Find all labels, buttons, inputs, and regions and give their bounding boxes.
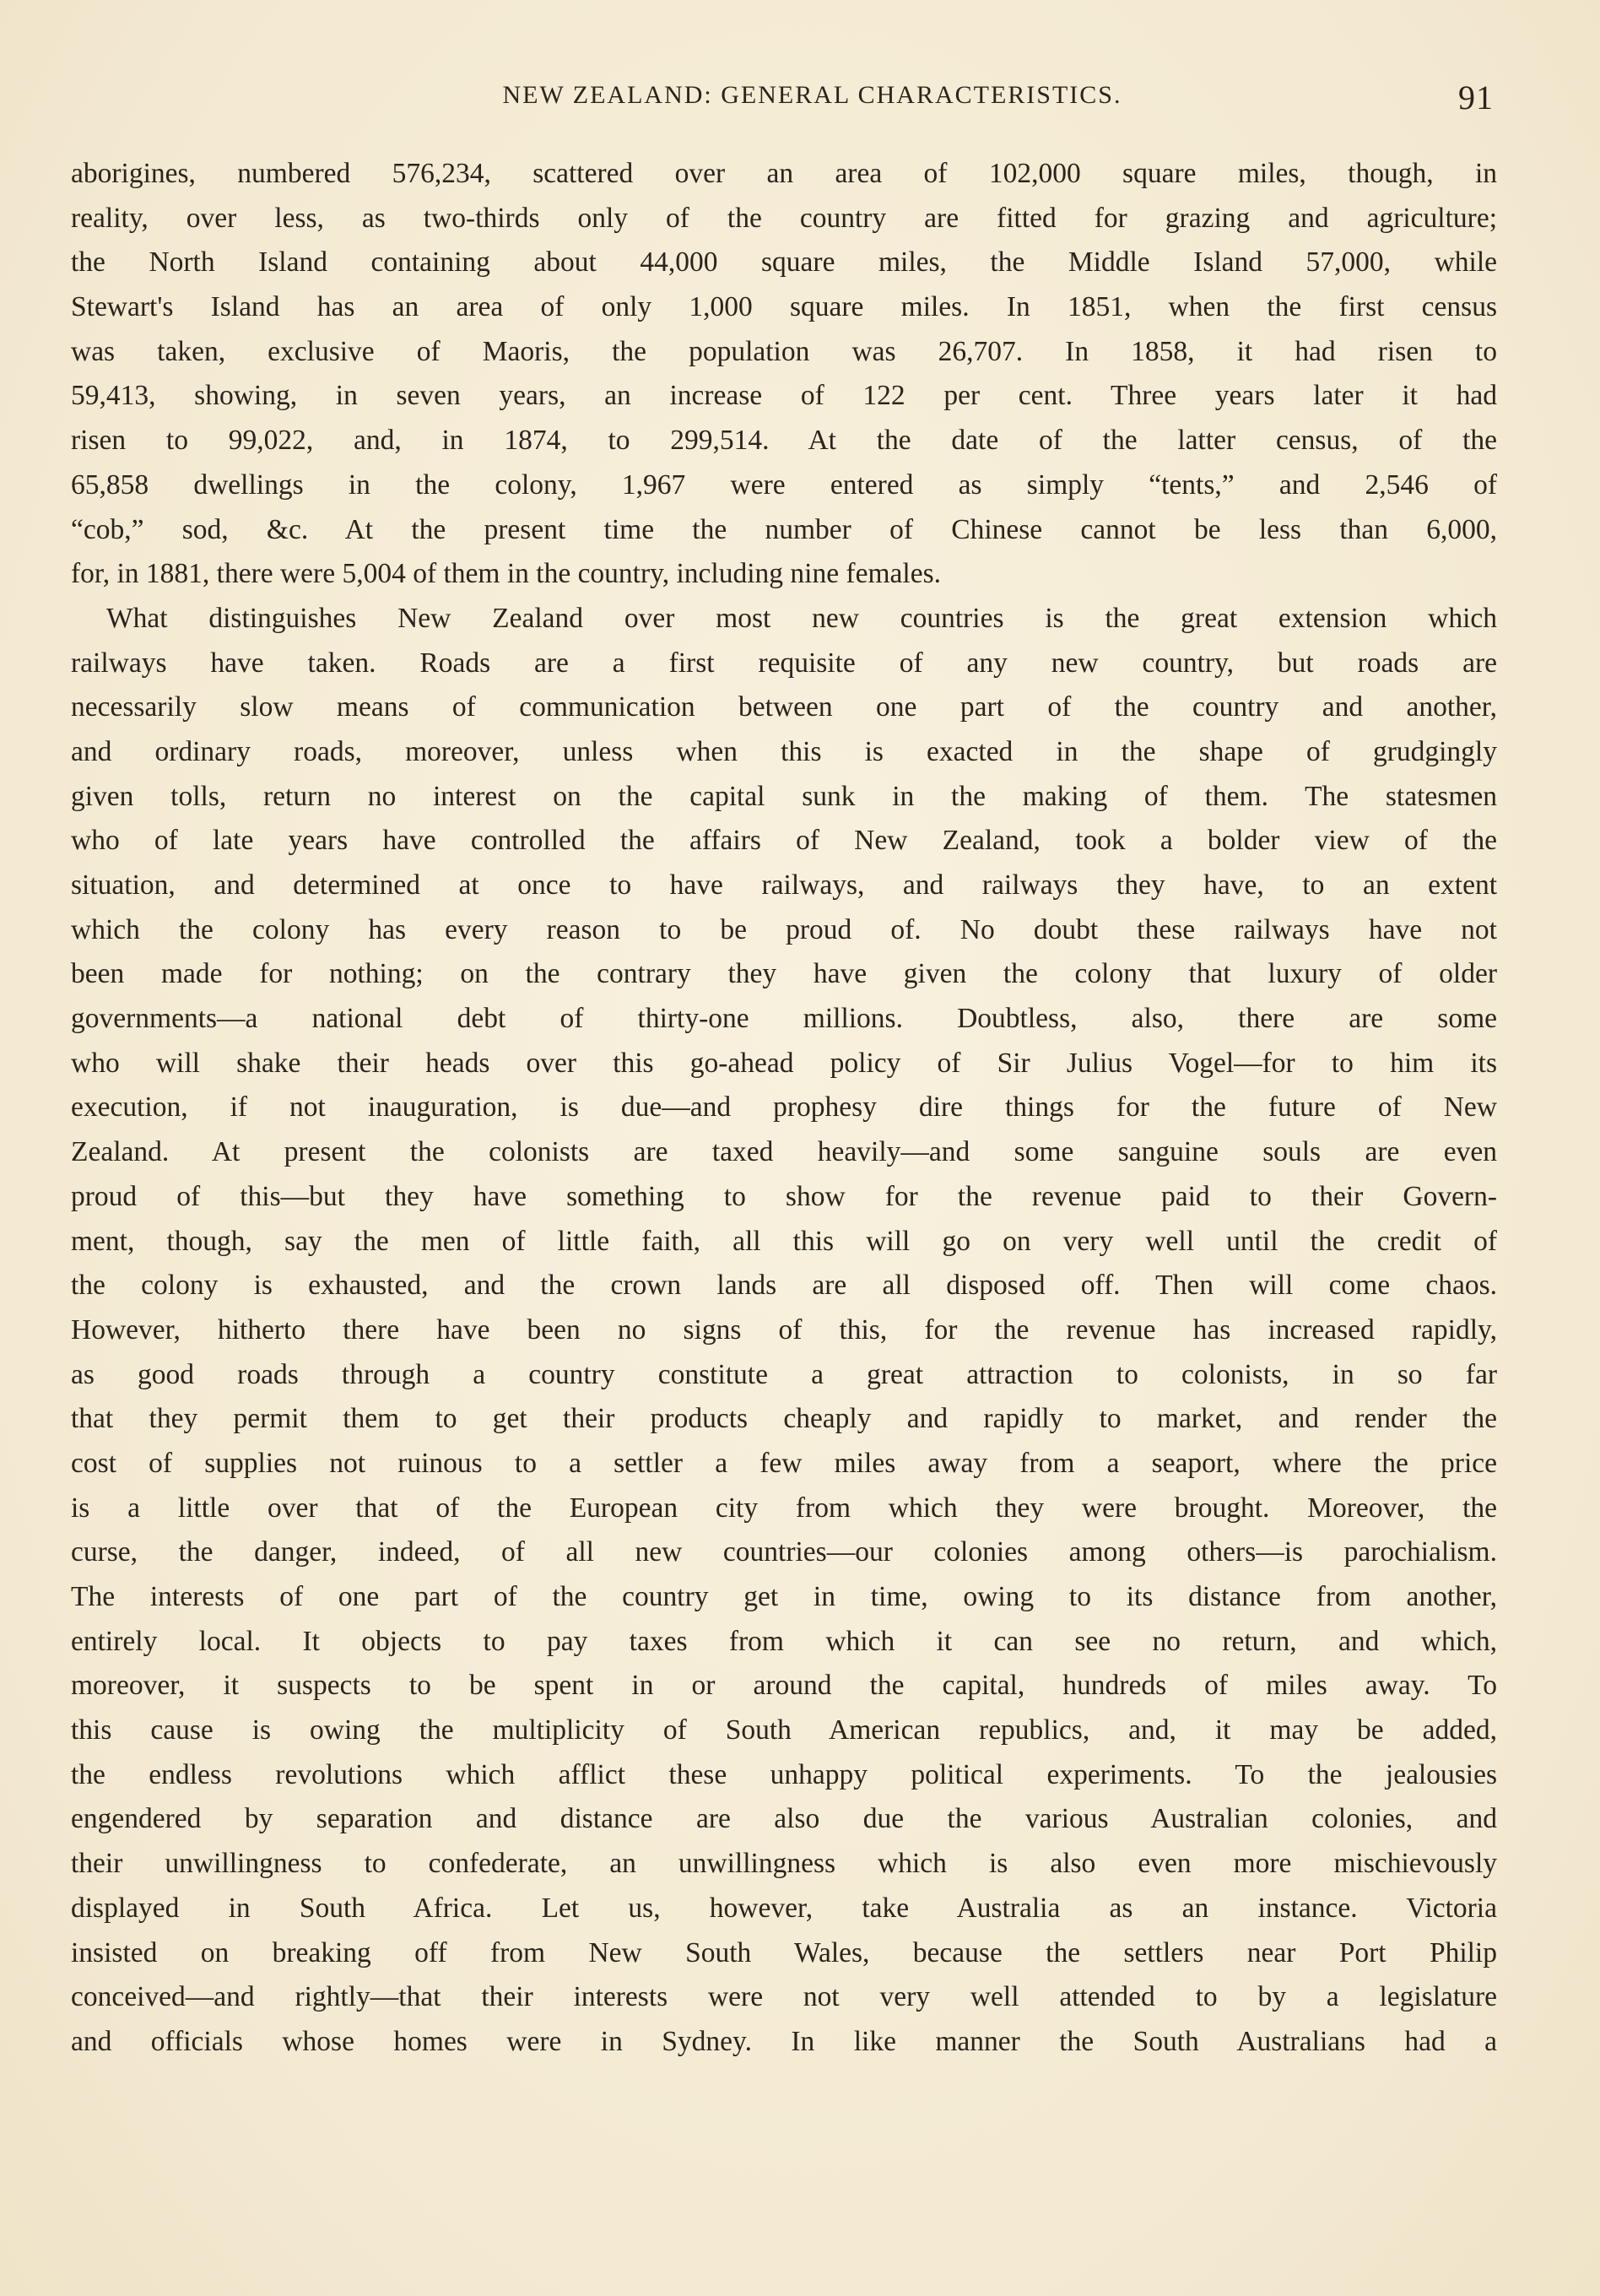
text-line: cost of supplies not ruinous to a settler a few miles away from a seaport, where the price <box>71 1447 1497 1479</box>
text-line: their unwillingness to confederate, an unwillingness which is also even more mischievously <box>71 1848 1497 1880</box>
text-line: moreover, it suspects to be spent in or around the capital, hundreds of miles away. To <box>71 1670 1497 1702</box>
text-line: conceived—and rightly—that their interests were not very well attended to by a legislature <box>71 1981 1497 2013</box>
running-head: NEW ZEALAND: GENERAL CHARACTERISTICS. <box>502 81 1122 109</box>
text-line: ment, though, say the men of little faith, all this will go on very well until the credit of <box>71 1225 1497 1257</box>
text-line: proud of this—but they have something to show for the revenue paid to their Govern- <box>71 1180 1497 1212</box>
paragraph-2 <box>71 597 1497 2065</box>
text-line: the North Island containing about 44,000 square miles, the Middle Island 57,000, while <box>71 246 1497 279</box>
text-line: for, in 1881, there were 5,004 of them in the country, including nine females. <box>71 558 941 590</box>
paragraph-1 <box>71 152 1497 597</box>
text-line: who will shake their heads over this go-ahead policy of Sir Julius Vogel—for to him its <box>71 1047 1497 1079</box>
body-text <box>71 152 1497 2065</box>
text-line: 65,858 dwellings in the colony, 1,967 were entered as simply “tents,” and 2,546 of <box>71 468 1497 501</box>
text-line: which the colony has every reason to be proud of. No doubt these railways have not <box>71 913 1497 945</box>
text-line: entirely local. It objects to pay taxes from which it can see no return, and which, <box>71 1625 1497 1657</box>
text-line: execution, if not inauguration, is due—and prophesy dire things for the future of New <box>71 1091 1497 1124</box>
text-line: is a little over that of the European city from which they were brought. Moreover, the <box>71 1492 1497 1524</box>
text-line: engendered by separation and distance are also due the various Australian colonies, and <box>71 1803 1497 1835</box>
text-line: the endless revolutions which afflict these unhappy political experiments. To the jealousies <box>71 1758 1497 1790</box>
text-line: governments—a national debt of thirty-one millions. Doubtless, also, there are some <box>71 1003 1497 1035</box>
text-line: as good roads through a country constitute a great attraction to colonists, in so far <box>71 1358 1497 1390</box>
text-line: “cob,” sod, &c. At the present time the number of Chinese cannot be less than 6,000, <box>71 513 1497 545</box>
text-line: this cause is owing the multiplicity of South American republics, and, it may be added, <box>71 1714 1497 1746</box>
text-line: railways have taken. Roads are a first requisite of any new country, but roads are <box>71 647 1497 679</box>
text-line: Zealand. At present the colonists are taxed heavily—and some sanguine souls are even <box>71 1136 1497 1168</box>
text-line: aborigines, numbered 576,234, scattered over an area of 102,000 square miles, though, in <box>71 158 1497 189</box>
text-line: insisted on breaking off from New South Wales, because the settlers near Port Philip <box>71 1936 1497 1968</box>
text-line: given tolls, return no interest on the capital sunk in the making of them. The statesmen <box>71 780 1497 812</box>
text-line: What distinguishes New Zealand over most new countries is the great extension which <box>106 602 1497 634</box>
text-line: displayed in South Africa. Let us, however, take Australia as an instance. Victoria <box>71 1892 1497 1924</box>
text-line: risen to 99,022, and, in 1874, to 299,514. At the date of the latter census, of the <box>71 425 1497 457</box>
text-line: been made for nothing; on the contrary they have given the colony that luxury of older <box>71 958 1497 990</box>
text-line: reality, over less, as two-thirds only of the country are fitted for grazing and agriculture; <box>71 202 1497 234</box>
text-line: necessarily slow means of communication between one part of the country and another, <box>71 691 1497 723</box>
text-line: the colony is exhausted, and the crown lands are all disposed off. Then will come chaos. <box>71 1270 1497 1302</box>
text-line: curse, the danger, indeed, of all new countries—our colonies among others—is parochialism. <box>71 1536 1497 1568</box>
page-number: 91 <box>1458 79 1494 116</box>
text-line: and officials whose homes were in Sydney. In like manner the South Australians had a <box>71 2025 1497 2057</box>
text-line: and ordinary roads, moreover, unless when this is exacted in the shape of grudgingly <box>71 735 1497 767</box>
page-header <box>131 78 1494 123</box>
text-line: Stewart's Island has an area of only 1,000 square miles. In 1851, when the first census <box>71 291 1497 323</box>
text-line: 59,413, showing, in seven years, an increase of 122 per cent. Three years later it had <box>71 380 1497 412</box>
text-line: situation, and determined at once to have railways, and railways they have, to an extent <box>71 869 1497 901</box>
text-line: was taken, exclusive of Maoris, the population was 26,707. In 1858, it had risen to <box>71 335 1497 367</box>
text-line: However, hitherto there have been no signs of this, for the revenue has increased rapidly, <box>71 1313 1497 1346</box>
text-line: who of late years have controlled the affairs of New Zealand, took a bolder view of the <box>71 825 1497 857</box>
text-line: The interests of one part of the country get in time, owing to its distance from another, <box>71 1581 1497 1612</box>
text-line: that they permit them to get their products cheaply and rapidly to market, and render the <box>71 1403 1497 1435</box>
